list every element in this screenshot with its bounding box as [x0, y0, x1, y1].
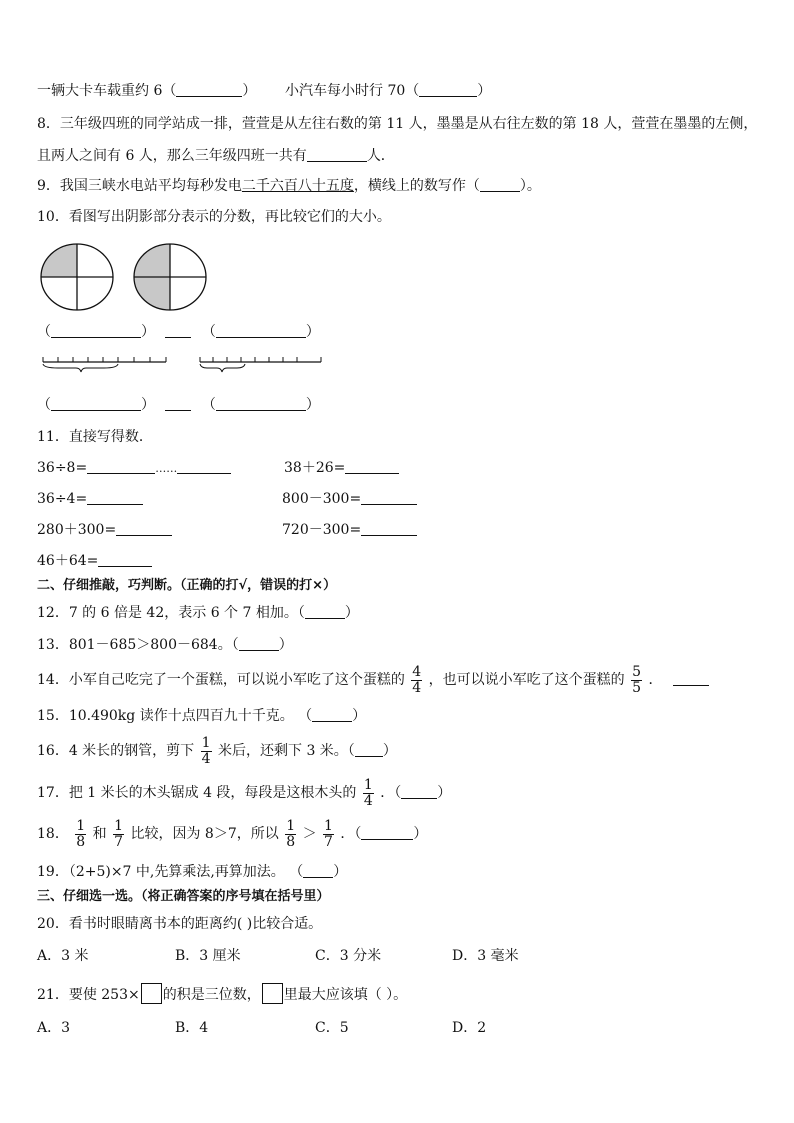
answer-blank[interactable]	[216, 323, 306, 338]
answer-blank[interactable]	[216, 396, 306, 411]
answer-blank[interactable]	[176, 82, 242, 97]
answer-blank[interactable]	[51, 323, 141, 338]
answer-blank[interactable]	[355, 742, 383, 757]
q11-item: 280＋300=	[37, 521, 172, 539]
answer-blank[interactable]	[361, 490, 417, 505]
answer-blank[interactable]	[419, 82, 477, 97]
answer-blank[interactable]	[361, 825, 413, 840]
answer-blank[interactable]	[312, 707, 352, 722]
answer-blank[interactable]	[98, 552, 152, 567]
q10-title: 10．看图写出阴影部分表示的分数，再比较它们的大小。	[37, 209, 391, 225]
q20-option-d[interactable]: D．3 毫米	[452, 948, 519, 964]
q11-item: 36÷8= ……	[37, 459, 231, 478]
answer-blank[interactable]	[303, 863, 333, 878]
q11-title: 11．直接写得数．	[37, 429, 153, 445]
answer-blank[interactable]	[116, 521, 172, 536]
answer-blank[interactable]	[673, 671, 709, 686]
segment-figure-left	[40, 354, 170, 376]
q14-line: 14．小军自己吃完了一个蛋糕，可以说小军吃了这个蛋糕的 $\frac{4}{4}$ ，也可以说小军吃了这个蛋糕的 $\frac{5}{5}$ ．	[37, 664, 709, 696]
q18-line: 18． $\frac{1}{8}$ 和 $\frac{1}{7}$ 比较，因为 8＞7，所以 $\frac{1}{8}$ ＞ $\frac{1}{7}$ ．（ ）	[37, 817, 428, 850]
answer-blank[interactable]	[51, 396, 141, 411]
answer-blank[interactable]	[307, 147, 367, 162]
q21-option-c[interactable]: C．5	[315, 1020, 349, 1036]
blank-box[interactable]	[141, 983, 162, 1004]
answer-blank[interactable]	[305, 604, 345, 619]
section-2-heading: 二、仔细推敲，巧判断。（正确的打√，错误的打×）	[37, 578, 337, 593]
segment-figure-right	[197, 354, 327, 376]
q21-option-b[interactable]: B．4	[175, 1020, 209, 1036]
answer-blank[interactable]	[480, 177, 520, 192]
answer-blank[interactable]	[165, 396, 191, 411]
q20-option-a[interactable]: A．3 米	[37, 948, 89, 964]
q16-line: 16．4 米长的钢管，剪下 $\frac{1}{4}$ 米后，还剩下 3 米。（ ）	[37, 734, 397, 767]
q8-line1: 8．三年级四班的同学站成一排，萱萱是从左往右数的第 11 人，墨墨是从右往左数的第 18 人，萱萱在墨墨的左侧，	[37, 116, 758, 132]
answer-blank[interactable]	[87, 490, 143, 505]
q11-item: 36÷4=	[37, 490, 143, 508]
q15-line: 15．10.490kg 读作十点四百九十千克。 （ ）	[37, 708, 367, 724]
q7-line: 一辆大卡车载重约 6（ ）	[37, 83, 257, 99]
answer-blank[interactable]	[239, 636, 279, 651]
q9-line: 9．我国三峡水电站平均每秒发电二千六百八十五度，横线上的数写作（ ）。	[37, 178, 541, 194]
q11-item: 38＋26=	[284, 459, 399, 477]
answer-blank[interactable]	[165, 323, 191, 338]
q21-option-d[interactable]: D．2	[452, 1020, 487, 1036]
q19-line: 19．（2+5)×7 中,先算乘法,再算加法。 （ ）	[37, 864, 348, 880]
q20-option-c[interactable]: C．3 分米	[315, 948, 382, 964]
q10-compare-row1: （ ） （ ）	[37, 324, 320, 340]
circle-figure-left	[40, 243, 114, 311]
answer-blank[interactable]	[177, 459, 231, 474]
q20-option-b[interactable]: B．3 厘米	[175, 948, 241, 964]
fraction: $\frac{1}{8}$	[76, 817, 86, 850]
q21-stem: 21．要使 253× 的积是三位数， 里最大应该填（ ）。	[37, 983, 407, 1004]
blank-box[interactable]	[262, 983, 283, 1004]
fraction: $\frac{1}{7}$	[114, 817, 124, 850]
q21-option-a[interactable]: A．3	[37, 1020, 71, 1036]
section-3-heading: 三、仔细选一选。（将正确答案的序号填在括号里）	[37, 889, 330, 904]
answer-blank[interactable]	[361, 521, 417, 536]
q8-line2: 且两人之间有 6 人，那么三年级四班一共有 人．	[37, 148, 395, 164]
fraction: $\frac{1}{7}$	[324, 817, 333, 850]
q11-item: 46＋64=	[37, 552, 152, 570]
q17-line: 17．把 1 米长的木头锯成 4 段，每段是这根木头的 $\frac{1}{4}$ ．（ ）	[37, 776, 452, 809]
answer-blank[interactable]	[401, 784, 437, 799]
answer-blank[interactable]	[345, 459, 399, 474]
q20-stem: 20．看书时眼睛离书本的距离约( )比较合适。	[37, 916, 323, 932]
circle-figure-right	[133, 243, 207, 311]
q11-item: 720－300=	[282, 521, 417, 539]
q7-line-b: 小汽车每小时行 70（ ）	[285, 83, 492, 99]
q13-line: 13．801－685＞800－684。（ ）	[37, 637, 293, 653]
q11-item: 800－300=	[282, 490, 417, 508]
fraction: $\frac{5}{5}$	[632, 663, 642, 696]
q12-line: 12．7 的 6 倍是 42，表示 6 个 7 相加。（ ）	[37, 605, 359, 621]
fraction: $\frac{1}{4}$	[363, 776, 373, 809]
fraction: $\frac{4}{4}$	[412, 663, 422, 696]
fraction: $\frac{1}{4}$	[201, 734, 211, 767]
q10-compare-row2: （ ） （ ）	[37, 397, 320, 413]
fraction: $\frac{1}{8}$	[286, 817, 296, 850]
answer-blank[interactable]	[87, 459, 155, 474]
